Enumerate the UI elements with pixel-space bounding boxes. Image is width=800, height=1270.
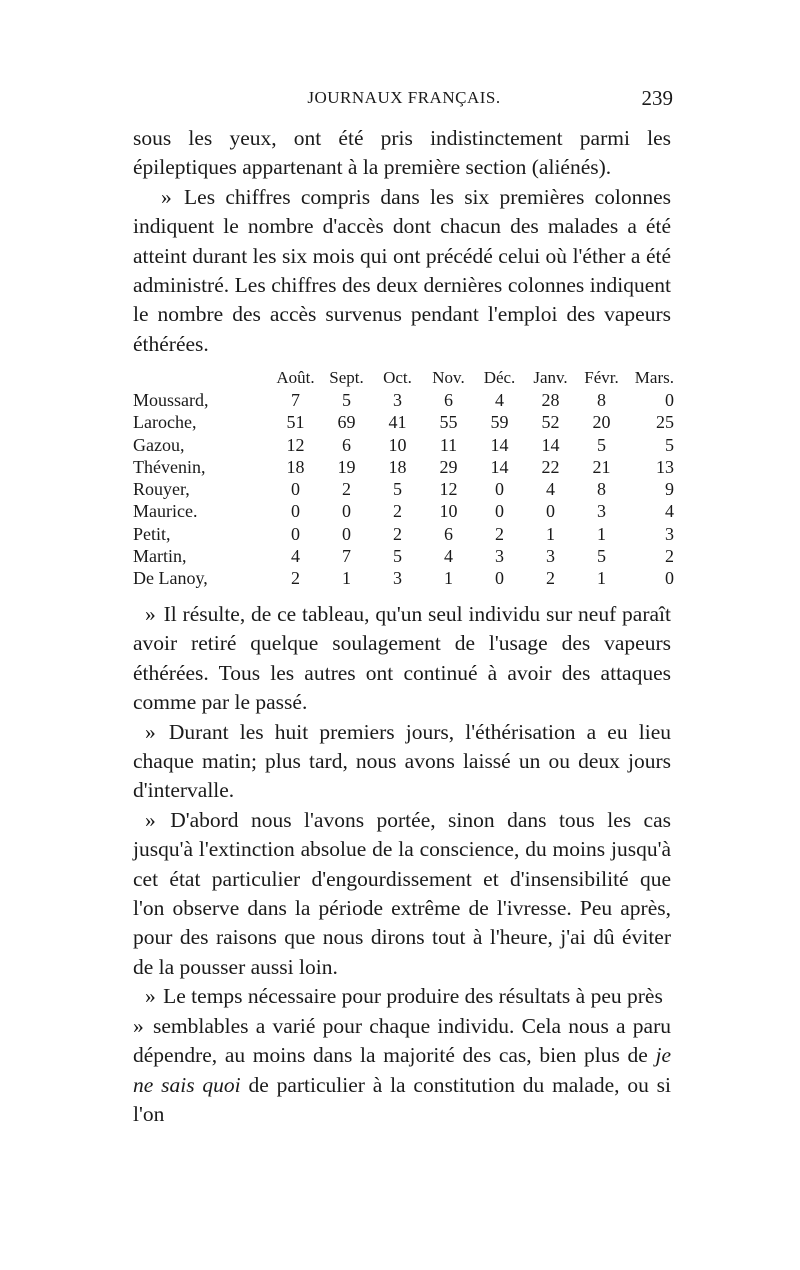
paragraph-5-text: D'abord nous l'avons portée, sinon dans tous les cas jusqu'à l'extinction absolue de la conscience, du moins jusqu'à cet état particulier d'engourdissement et d'insensibilité que l'on observe dans la période extrême de l'ivresse. Peu après, pour des raisons que nous dirons tout à l'heure, j'ai dû éviter de la pousser aussi loin. bbox=[133, 807, 672, 979]
quote-mark: » bbox=[161, 184, 172, 209]
table-row bbox=[133, 389, 678, 411]
seizure-count: 0 bbox=[546, 501, 555, 522]
seizure-count: 19 bbox=[337, 456, 356, 477]
body-text bbox=[133, 600, 671, 1129]
seizure-count: 18 bbox=[388, 456, 407, 477]
seizure-count: 14 bbox=[490, 434, 509, 455]
seizure-count: 0 bbox=[665, 568, 674, 589]
seizure-count: 7 bbox=[291, 389, 300, 410]
seizure-count: 6 bbox=[444, 523, 453, 544]
quote-mark: » bbox=[145, 807, 156, 832]
seizure-count: 3 bbox=[546, 546, 555, 567]
page-number: 239 bbox=[641, 86, 673, 110]
table-row bbox=[133, 434, 678, 456]
patient-name: De Lanoy, bbox=[133, 568, 208, 589]
paragraph-6 bbox=[133, 982, 671, 1129]
table-row bbox=[133, 501, 678, 523]
paragraph-6-text-a: Le temps nécessaire pour produire des résultats à peu près bbox=[163, 984, 663, 1009]
month-header: Oct. bbox=[383, 368, 412, 388]
seizure-count: 59 bbox=[490, 412, 509, 433]
seizure-count: 0 bbox=[495, 479, 504, 500]
seizure-count: 5 bbox=[665, 434, 674, 455]
seizure-count: 51 bbox=[286, 412, 305, 433]
patient-name: Petit, bbox=[133, 523, 171, 544]
seizure-count: 0 bbox=[291, 501, 300, 522]
seizure-count: 22 bbox=[541, 456, 560, 477]
seizure-count: 55 bbox=[439, 412, 458, 433]
seizure-count: 10 bbox=[439, 501, 458, 522]
quote-mark: » bbox=[133, 1013, 144, 1038]
seizure-count: 9 bbox=[665, 479, 674, 500]
seizure-count: 10 bbox=[388, 434, 407, 455]
seizure-count: 1 bbox=[444, 568, 453, 589]
seizure-count: 41 bbox=[388, 412, 407, 433]
quote-mark: » bbox=[145, 602, 156, 626]
seizure-count: 8 bbox=[597, 479, 606, 500]
month-header: Sept. bbox=[329, 368, 364, 388]
paragraph-6-text-c: de particulier à la constitution du malade, ou si l'on bbox=[133, 1072, 672, 1126]
seizure-count: 2 bbox=[291, 568, 300, 589]
seizure-count: 28 bbox=[541, 389, 560, 410]
seizure-count: 5 bbox=[597, 546, 606, 567]
seizure-count: 1 bbox=[546, 523, 555, 544]
seizure-count: 18 bbox=[286, 456, 305, 477]
seizure-count: 3 bbox=[393, 568, 402, 589]
seizure-table bbox=[133, 367, 678, 590]
seizure-count: 14 bbox=[541, 434, 560, 455]
seizure-count: 4 bbox=[665, 501, 674, 522]
paragraph-6-text-b: semblables a varié pour chaque individu. Cela nous a paru dépendre, au moins dans la majorité des cas, bien plus de bbox=[133, 1013, 672, 1068]
seizure-count: 1 bbox=[342, 568, 351, 589]
seizure-count: 3 bbox=[393, 389, 402, 410]
seizure-count: 2 bbox=[665, 546, 674, 567]
seizure-count: 5 bbox=[393, 479, 402, 500]
running-head bbox=[133, 88, 675, 114]
seizure-count: 4 bbox=[444, 546, 453, 567]
seizure-count: 6 bbox=[444, 389, 453, 410]
seizure-count: 0 bbox=[291, 523, 300, 544]
seizure-count: 4 bbox=[546, 479, 555, 500]
seizure-count: 25 bbox=[656, 412, 674, 433]
seizure-count: 1 bbox=[597, 523, 606, 544]
seizure-count: 20 bbox=[592, 412, 611, 433]
quote-mark: » bbox=[145, 719, 156, 744]
seizure-count: 4 bbox=[291, 546, 300, 567]
month-header: Janv. bbox=[533, 368, 568, 388]
paragraph-1 bbox=[133, 124, 671, 183]
seizure-count: 14 bbox=[490, 456, 509, 477]
paragraph-2 bbox=[133, 183, 671, 359]
seizure-count: 0 bbox=[342, 523, 351, 544]
seizure-count: 2 bbox=[393, 501, 402, 522]
table-body bbox=[133, 389, 678, 590]
seizure-count: 3 bbox=[597, 501, 606, 522]
patient-name: Laroche, bbox=[133, 412, 197, 433]
patient-name: Maurice. bbox=[133, 501, 198, 522]
paragraph-1-text: sous les yeux, ont été pris indistinctement parmi les épileptiques appartenant à la première section (aliénés). bbox=[133, 126, 671, 180]
seizure-count: 6 bbox=[342, 434, 351, 455]
patient-name: Rouyer, bbox=[133, 479, 190, 500]
table-row bbox=[133, 568, 678, 590]
patient-name: Thévenin, bbox=[133, 456, 206, 477]
seizure-count: 5 bbox=[393, 546, 402, 567]
seizure-count: 3 bbox=[495, 546, 504, 567]
seizure-count: 5 bbox=[597, 434, 606, 455]
paragraph-3 bbox=[133, 600, 671, 718]
seizure-count: 2 bbox=[393, 523, 402, 544]
italic-phrase: je ne sais quoi bbox=[133, 1043, 671, 1097]
paragraph-3-text: Il résulte, de ce tableau, qu'un seul individu sur neuf paraît avoir retiré quelque soulagement de l'usage des vapeurs éthérées. Tous les autres ont continué à avoir des attaques comme par le passé. bbox=[133, 602, 672, 715]
month-header-row bbox=[133, 367, 678, 389]
seizure-count: 1 bbox=[597, 568, 606, 589]
seizure-count: 0 bbox=[342, 501, 351, 522]
intro-text bbox=[133, 124, 671, 359]
seizure-count: 11 bbox=[439, 434, 458, 455]
seizure-count: 29 bbox=[439, 456, 458, 477]
patient-name: Gazou, bbox=[133, 434, 185, 455]
paragraph-5 bbox=[133, 806, 671, 982]
seizure-count: 12 bbox=[286, 434, 305, 455]
paragraph-4-text: Durant les huit premiers jours, l'éthérisation a eu lieu chaque matin; plus tard, nous avons laissé un ou deux jours d'intervalle. bbox=[133, 719, 671, 803]
month-header: Déc. bbox=[483, 368, 516, 388]
name-column-header bbox=[133, 367, 270, 389]
paragraph-4 bbox=[133, 718, 671, 806]
table-row bbox=[133, 456, 678, 478]
table-row bbox=[133, 478, 678, 500]
seizure-count: 2 bbox=[495, 523, 504, 544]
seizure-count: 21 bbox=[592, 456, 611, 477]
table-row bbox=[133, 412, 678, 434]
seizure-count: 7 bbox=[342, 546, 351, 567]
month-header: Mars. bbox=[634, 368, 674, 388]
seizure-count: 12 bbox=[439, 479, 458, 500]
seizure-count: 69 bbox=[337, 412, 356, 433]
seizure-count: 2 bbox=[342, 479, 351, 500]
seizure-count: 4 bbox=[495, 389, 504, 410]
month-header: Nov. bbox=[432, 368, 465, 388]
table-row bbox=[133, 523, 678, 545]
running-title: JOURNAUX FRANÇAIS. bbox=[307, 88, 501, 107]
seizure-count: 0 bbox=[495, 568, 504, 589]
seizure-count: 13 bbox=[656, 456, 674, 477]
seizure-count: 5 bbox=[342, 389, 351, 410]
month-header: Août. bbox=[276, 368, 315, 388]
seizure-count: 2 bbox=[546, 568, 555, 589]
seizure-count: 0 bbox=[495, 501, 504, 522]
seizure-count: 0 bbox=[291, 479, 300, 500]
quote-mark: » bbox=[145, 984, 156, 1009]
patient-name: Martin, bbox=[133, 546, 187, 567]
seizure-count: 52 bbox=[541, 412, 560, 433]
seizure-count: 8 bbox=[597, 389, 606, 410]
table-row bbox=[133, 545, 678, 567]
paragraph-2-text: Les chiffres compris dans les six premières colonnes indiquent le nombre d'accès dont chacun des malades a été atteint durant les six mois qui ont précédé celui où l'éther a été administré. Les chiffres des deux dernières colonnes indiquent le nombre des accès survenus pendant l'emploi des vapeurs éthérées. bbox=[133, 184, 671, 356]
seizure-count: 3 bbox=[665, 523, 674, 544]
month-header: Févr. bbox=[584, 368, 619, 388]
seizure-count: 0 bbox=[665, 389, 674, 410]
patient-name: Moussard, bbox=[133, 389, 209, 410]
